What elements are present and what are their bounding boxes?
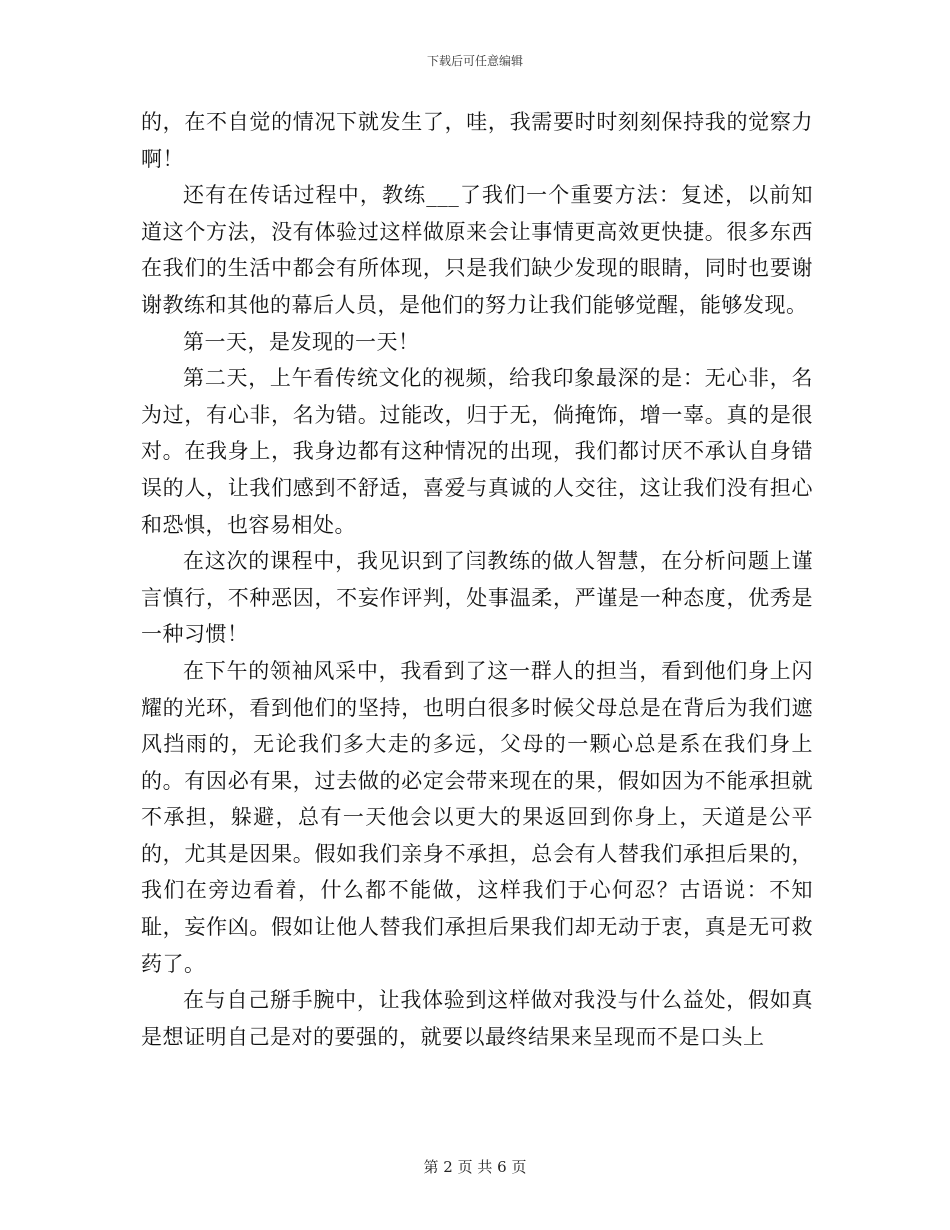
document-body <box>141 104 813 1055</box>
paragraph: 在与自己掰手腕中，让我体验到这样做对我没与什么益处，假如真是想证明自己是对的要强的，就要以最终结果来呈现而不是口头上 <box>141 988 813 1049</box>
paragraph: 还有在传话过程中，教练___了我们一个重要方法：复述，以前知道这个方法，没有体验过这样做原来会让事情更高效更快捷。很多东西在我们的生活中都会有所体现，只是我们缺少发现的眼睛，同时也要谢谢教练和其他的幕后人员，是他们的努力让我们能够觉醒，能够发现。 <box>141 183 813 317</box>
paragraph: 在下午的领袖风采中，我看到了这一群人的担当，看到他们身上闪耀的光环，看到他们的坚持，也明白很多时候父母总是在背后为我们遮风挡雨的，无论我们多大走的多远，父母的一颗心总是系在我们身上的。有因必有果，过去做的必定会带来现在的果，假如因为不能承担就不承担，躲避，总有一天他会以更大的果返回到你身上，天道是公平的，尤其是因果。假如我们亲身不承担，总会有人替我们承担后果的，我们在旁边看着，什么都不能做，这样我们于心何忍？古语说：不知耻，妄作凶。假如让他人替我们承担后果我们却无动于衷，真是无可救药了。 <box>141 658 813 976</box>
paragraph: 第一天，是发现的一天！ <box>183 329 420 354</box>
paragraph-continuation: 的，在不自觉的情况下就发生了，哇，我需要时时刻刻保持我的觉察力啊！ <box>141 110 813 171</box>
page-header-note: 下载后可任意编辑 <box>426 54 523 68</box>
paragraph: 第二天，上午看传统文化的视频，给我印象最深的是：无心非，名为过，有心非，名为错。过能改，归于无，倘掩饰，增一辜。真的是很对。在我身上，我身边都有这种情况的出现，我们都讨厌不承认自身错误的人，让我们感到不舒适，喜爱与真诚的人交往，这让我们没有担心和恐惧，也容易相处。 <box>141 366 813 537</box>
page-number-footer: 第 2 页 共 6 页 <box>423 1158 527 1176</box>
paragraph: 在这次的课程中，我见识到了闫教练的做人智慧，在分析问题上谨言慎行，不种恶因，不妄作评判，处事温柔，严谨是一种态度，优秀是一种习惯！ <box>141 549 813 647</box>
